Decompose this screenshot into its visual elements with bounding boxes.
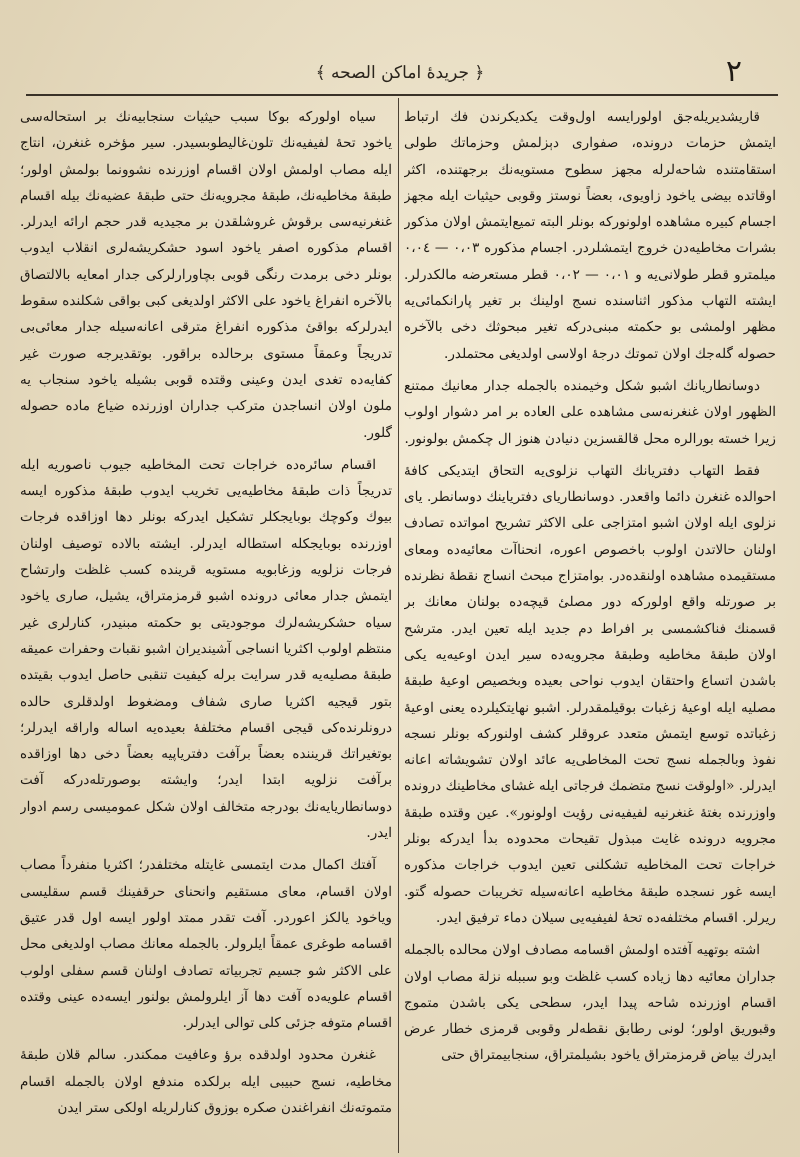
newspaper-title: ﴿ جريدۀ اماكن الصحه ﴾	[315, 62, 485, 83]
paragraph: آفتك اكمال مدت ايتمسی غايتله مختلفدر؛ اكثريا منفرداً مصاب اولان اقسام، معاى مستقيم وانحناى حرقفينك قسم سقليسى وياخود يالكز اعوردر. آفت تقدر ممتد اولور ايسه اول قدر عتيق اقسامه طوغرى عمقاً ايلرولر. بالجمله معانك مصاب اولديغی محل على الاكثر شو جسيم تجربياته تصادف اولنان قسم سفلى اولوب اقسام علويه‌ده آفت دها آز ايلرولمش بولنور ايسه‌ده عينى وقتده اقسام متوفه جزئى كلى توالى ايدرلر.	[20, 857, 392, 1032]
paragraph: قاريشدیريله‌جق اولورايسه اول‌وقت يكديكرندن فك ارتباط ايتمش حزمات درونده، صفوارى دېزلمش وحزماتك طولى استقامتنده شاحه‌لرله مجهز سطوح مستويه‌نك برجهتنده، اكثر اوقاتده بيضی ياخود زاويوى، بعضاً نوستز وقوبى حيثيات ايله مجهز اجسام كبيره مشاهده اولونوركه بونلر البته تميع‌ايتمش اولان مذكور بشرات مخاطيه‌دن خروج ايتمشلردر. اجسام مذكوره ٠،٠٣ — ٠،٠٤ ميلمترو قطر طولانی‌يه و ٠،٠١ — ٠،٠٢ قطر مستعرضه مالكدرلر. ايشته التهاب مذكور اثناسنده نسج اولينك بر تغير پارانكمائی‌يه مظهر اولمشی بو حكمته مبنی‌دركه تغير مبحوثك دخی بالآخره حصوله گله‌جك اولان تموتك درجۀ اولاسی اولديغی محتملدر.	[404, 109, 776, 362]
right-column	[404, 104, 776, 1149]
page-header	[22, 52, 778, 92]
left-column	[20, 104, 392, 1149]
paragraph: فقط التهاب دفتريانك التهاب نزلوی‌يه التحاق ايتديكی كافۀ احوالده غنغرن دائما واقعدر. دوسانطاريای دفترياينك دوسانطر. ياى نزلوى ايله اولان اشبو امتزاجى على الاكثر تشريح امواتده تصادف اولنان حالاتدن اولوب باخصوص اعوره، انحناآت معائيه‌ده ومعاى مستقيمده مشاهده اولنقده‌در. بوامتزاج مبحث انساج نقطۀ نظرنده بر صورتله واقع اولوركه دور مصلىٔ قيچه‌ده بولنان معانك بر قسمنك فناكشمسی بر افراط دم جديد ايله تعين ايدر. مترشح اولان طبقۀ مخاطيه وطبقۀ مجرويه‌ده سير ايدن اوعيه‌يه يكی باشدن اتساع واحتقان ايدوب نواحی بعيده وبخصيص اوعيۀ طبقۀ مصليه ايله اوعيۀ زغبات بوقيلمقدرلر. اشبو نهايتكيلرده يعنى اوعيۀ زغباتده توسع ايتمش متعدد عروقلر كشف اولنوركه بونلر نسجه نفوذ وبالجمله نسج تحت المخاطى‌يه عائد اولان تشويشاته اعانه ايدرلر. «اولوقت نسج متضمك فرجاتی ايله غشاى مخاطينك درونده واوزرنده بغتۀ غنغرنيه لفيفيه‌نی رؤيت اولونور». عين وقتده طبقۀ مجرويه درونده غايت مبذول تقيحات محدوده بدأ ايدركه بونلر خراجات تحت المخاطيه تشكلنى تعين ايدوب خراجات مذكوره ايسه غور نسجده طبقۀ مخاطيه اعانه‌سيله تخريبات حصوله گتو. ريرلر. اقسام مختلفه‌ده تحۀ لفيفيه‌يی سيلان دماء ترفيق ايدر.	[404, 462, 776, 926]
paragraph: اشته بوتهيه آفتده اولمش اقسامه مصادف اولان محالده بالجمله جداران معائيه دها زياده كسب غلظت وبو سببله نزلة مصاب اولان اقسام اوزرنده شاحه پيدا ايدر، سطحى يكی باشدن متموج وقبوريق اولور؛ لونى رطابق نقطه‌لر وقوبى قرمزى خطار عرض ايدرك بياض قرمزمتراق ياخود بشيلمتراق، سنجابيمتراق حتى	[404, 942, 776, 1064]
paragraph: غنغرن محدود اولدقده برؤ وعافيت ممكندر. سالم قلان طبقۀ مخاطيه، نسج حبيبى ايله برلكده مندفع اولان بالجمله اقسام متموته‌نك انفراغندن صكره بوزوق كنارلريله اولكى ستر ايدن	[20, 1047, 392, 1116]
header-rule	[26, 94, 778, 96]
paragraph: دوسانطاريانك اشبو شكل وخيمنده بالجمله جدار معانيك ممتنع الظهور اولان غنغرنه‌سی مشاهده على العاده بر امر دشوار اولوب زيرا خسته بورالره محل قالقسزين دنيادن هنوز ال چكمش بولونور.	[404, 377, 776, 447]
paragraph: اقسام سائره‌ده خراجات تحت المخاطيه جيوب ناصوريه ايله تدريجاً ذات طبقۀ مخاطيه‌يی تخريب ايدوب طبقۀ مذكوره ايسه بيوك وكوچك بوبايجكلر تشكيل ايدركه بونلر دها اوزاقده فرجات اوزرنده بوبايجكله استطاله ايدرلر. ايشته بالاده توصيف اولنان فرجات نزلويه وزغابويه مستويه قرينده كسب غلظت وارتشاح ايتمش جدار معائى درونده اشبو قرمزمتراق، يشيل، صارى ياخود سياه حشكريشه‌لرك موجوديتى بو حكمته مبنيدر، كنارلرى غير منتظم اولوب اكثريا انساجى آشيندیران اشبو نقبات وحفرات عميقه طبقۀ مصليه‌يه قدر سرايت برله كيفيت تنقبی حاصل ايدوب بقيتده بتور قيجيه اكثريا صارى شفاف ومضغوط اولدقلرى حالده درونلرنده‌كی قيجى اقسام مختلفۀ بعيده‌يه اساله واراقه ايدرلر؛ بوتغيراتك قريننده بعضاً برآفت دفترياپيه بعضاً دخى دها اوزاقده برآفت نزلويه ابتدا ايدر؛ وايشته بوصورتله‌دركه آفت دوسانطاريا‌يه‌نك بودرجه متخالف اولان شكل عموميسی رسم ادوار ايدر.	[20, 456, 392, 842]
paragraph: سياه اولوركه بوكا سبب حيثيات سنجابيه‌نك بر استحاله‌سی ياخود تحۀ لفيفيه‌نك تلون‌غاليطوبسيدر. سير مؤخره غنغرن، انتاج ايله مصاب اولمش اولان اقسام اوزرنده نشوونما بولمش اولور؛ طبقۀ مخاطيه‌نك، طبقۀ مجرويه‌نك حتى طبقۀ عضيه‌نك بيله اقسام غنغرنيه‌سی برقوش غروشلقدن بر مجيديه قدر حجم ارائه ايدرلر. اقسام مذكوره اصفر ياخود اسود حشكريشه‌لرى انقلاب ايدوب بونلر دخى برمدت رنگی قوبی بچاورارلركی جدار امعايه بالالتصاق بالآخره انفراغ ياخود على الاكثر اولديغی كبى بواقی شكلنده سقوط ايدرلركه بواقیٔ مذكوره انفراغ مترقی اعانه‌سيله جدار معائی‌بی تدريجاً وعمقاً مستوى برحالده براقور. بوتقديرجه صورت غير كفايه‌ده تغدى ايدن وعينى وقتده قوبى بشيله ياخود سنجاب یه ملون اولان انساجدن مترکب جداران اوزرنده ضياع ماده حصوله گلور.	[20, 109, 392, 441]
page-number: ٢	[725, 54, 742, 89]
column-divider	[398, 98, 399, 1153]
